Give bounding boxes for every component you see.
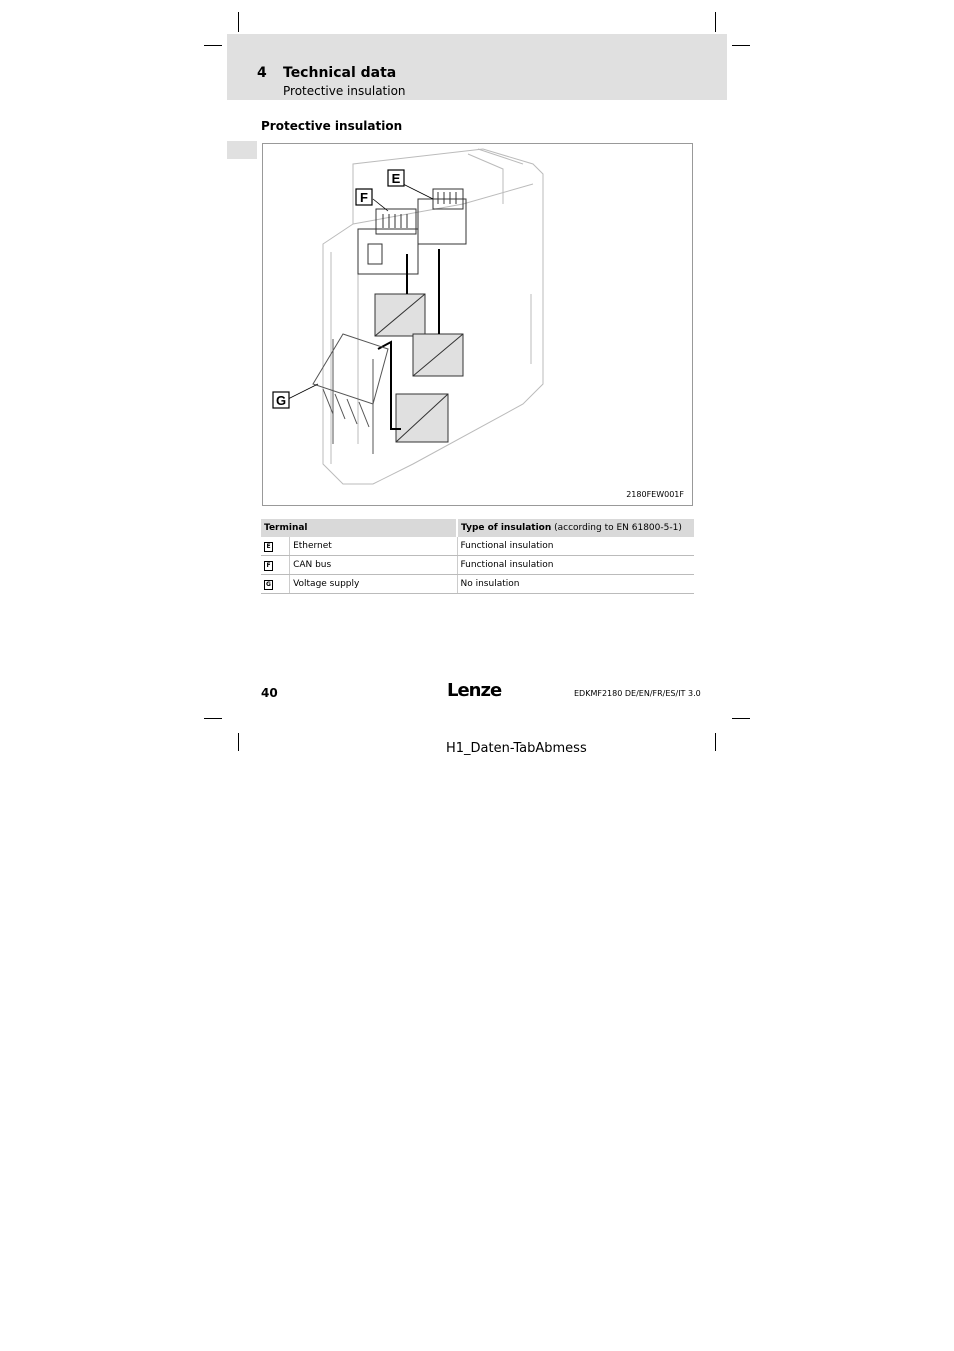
crop-mark bbox=[732, 45, 750, 46]
callout-f: F bbox=[360, 190, 368, 205]
terminal-name: Voltage supply bbox=[290, 575, 457, 594]
table-row bbox=[261, 556, 694, 575]
crop-mark bbox=[204, 718, 222, 719]
document-code: EDKMF2180 DE/EN/FR/ES/IT 3.0 bbox=[574, 689, 701, 698]
terminal-name: CAN bus bbox=[290, 556, 457, 575]
crop-mark bbox=[715, 733, 716, 751]
chapter-number: 4 bbox=[257, 65, 267, 81]
terminal-name: Ethernet bbox=[290, 537, 457, 556]
callout-g: G bbox=[275, 393, 287, 408]
table-row bbox=[261, 537, 694, 556]
terminal-letter: F bbox=[264, 561, 273, 571]
terminal-letter: E bbox=[264, 542, 273, 552]
header-type bbox=[457, 519, 694, 537]
insulation-type: No insulation bbox=[457, 575, 694, 594]
table-row bbox=[261, 575, 694, 594]
header-type-bold: Type of insulation bbox=[461, 523, 552, 533]
device-drawing bbox=[263, 144, 694, 507]
callout-e: E bbox=[391, 171, 401, 186]
figure-id: 2180FEW001F bbox=[626, 490, 684, 499]
insulation-type: Functional insulation bbox=[457, 556, 694, 575]
page-number: 40 bbox=[261, 686, 278, 700]
crop-mark bbox=[238, 12, 239, 32]
header-type-rest: (according to EN 61800-5-1) bbox=[551, 523, 682, 533]
crop-mark bbox=[238, 733, 239, 751]
device-figure bbox=[262, 143, 693, 506]
crop-mark bbox=[732, 718, 750, 719]
chapter-subtitle: Protective insulation bbox=[283, 84, 406, 98]
side-tab bbox=[227, 141, 257, 159]
insulation-table bbox=[261, 519, 694, 594]
crop-mark bbox=[715, 12, 716, 32]
lenze-logo: Lenze bbox=[447, 680, 502, 701]
header-terminal: Terminal bbox=[261, 519, 457, 537]
section-heading: Protective insulation bbox=[261, 119, 403, 133]
chapter-title: Technical data bbox=[283, 65, 397, 81]
terminal-letter: G bbox=[264, 580, 273, 590]
footer-label: H1_Daten-TabAbmess bbox=[446, 741, 587, 756]
crop-mark bbox=[204, 45, 222, 46]
insulation-type: Functional insulation bbox=[457, 537, 694, 556]
